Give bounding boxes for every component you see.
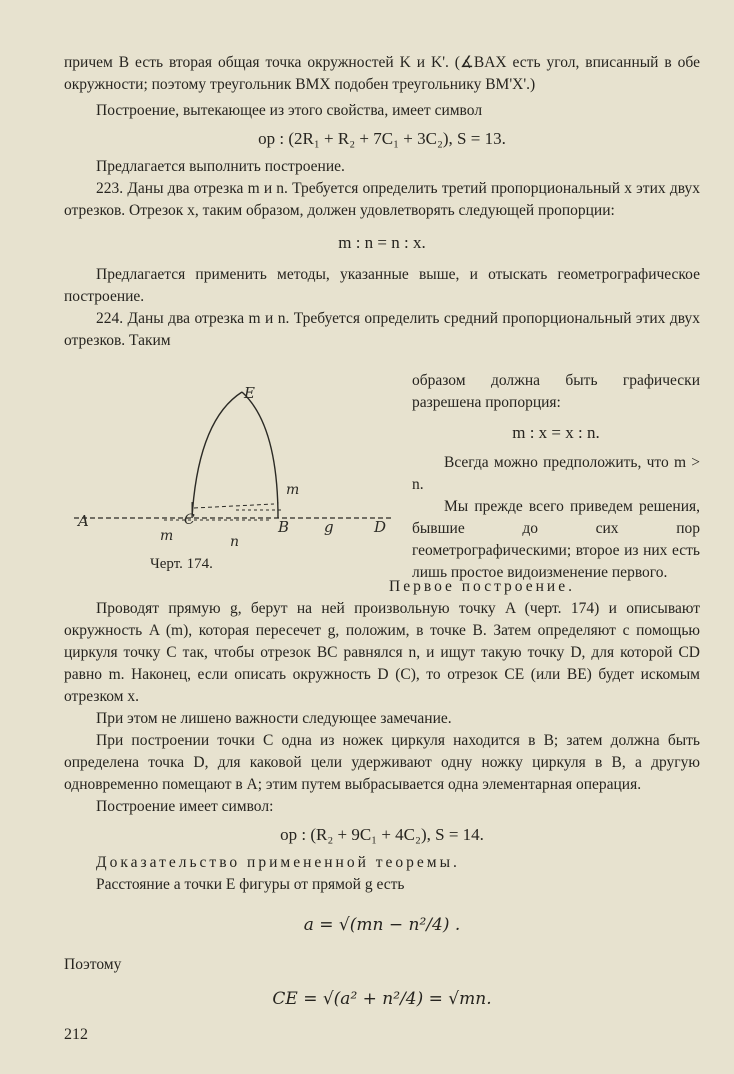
label-g: g <box>324 518 334 536</box>
figure-174 <box>64 380 400 570</box>
paragraph: Проводят прямую g, берут на ней произвольную точку A (черт. 174) и описывают окружность A (m), которая пересечет g, положим, в точке B. Затем определяют с помощью циркуля точку C так, чтобы отрезок BC равнялся n, и ищут такую точку D, для которой CD равно m. Наконец, если описать окружность D (C), то отрезок CE (или BE) будет искомым отрезком x. <box>64 600 700 705</box>
page-number: 212 <box>64 1026 88 1043</box>
arc-right <box>242 392 278 518</box>
paragraph: Построение, вытекающее из этого свойства, имеет символ <box>96 102 483 119</box>
paragraph: Всегда можно предположить, что m > n. <box>412 454 700 493</box>
formula: op : (2R₁ + R₂ + 7C₁ + 3C₂), S = 13. <box>258 129 506 148</box>
paragraph: причем B есть вторая общая точка окружностей K и K'. (∡BAX есть угол, вписанный в обе окружности; поэтому треугольник BMX подобен треугольнику BM'X'.) <box>64 54 700 93</box>
text-block-right <box>412 370 700 584</box>
problem-224: 224. Даны два отрезка m и n. Требуется определить средний пропорциональный этих двух отрезков. Таким <box>64 310 700 349</box>
label-n: n <box>230 534 240 550</box>
label-D: D <box>374 518 387 536</box>
chord <box>194 504 274 508</box>
label-A: A <box>78 512 89 530</box>
paragraph: Поэтому <box>64 956 122 973</box>
paragraph: Мы прежде всего приведем решения, бывшие до сих пор геометрографическими; второе из них есть лишь простое видоизменение первого. <box>412 498 700 581</box>
label-B: B <box>278 518 290 536</box>
paragraph: Построение имеет символ: <box>96 798 274 815</box>
figure-caption: Черт. 174. <box>150 556 213 572</box>
label-C: C <box>184 512 195 528</box>
formula: m : n = n : x. <box>338 233 426 252</box>
paragraph: Предлагается выполнить построение. <box>96 158 345 175</box>
section-heading: Первое построение. <box>389 578 575 595</box>
formula: CE = √(a² + n²/4) = √mn. <box>272 989 492 1009</box>
text-block-top <box>64 52 700 352</box>
paragraph: образом должна быть графически разрешена пропорция: <box>412 372 700 411</box>
label-m-top: m <box>286 482 300 498</box>
label-E: E <box>244 384 255 402</box>
section-heading: Доказательство примененной теоремы. <box>96 854 460 871</box>
formula: op : (R₂ + 9C₁ + 4C₂), S = 14. <box>280 825 484 844</box>
paragraph: При этом не лишено важности следующее замечание. <box>96 710 452 727</box>
text-block-bottom <box>64 576 700 1022</box>
arc-left <box>192 392 242 518</box>
paragraph: При построении точки C одна из ножек циркуля находится в B; затем должна быть определена точка D, для каковой цели удерживают одну ножку циркуля в B, а другую одновременно помещают в A; этим путем выбрасывается одна элементарная операция. <box>64 732 700 793</box>
paragraph: Предлагается применить методы, указанные выше, и отыскать геометрографическое построение. <box>64 266 700 305</box>
formula: m : x = x : n. <box>512 423 600 442</box>
formula: a = √(mn − n²/4) . <box>303 915 461 935</box>
label-m-bottom: m <box>160 528 174 544</box>
paragraph: Расстояние a точки E фигуры от прямой g есть <box>96 876 405 893</box>
problem-223: 223. Даны два отрезка m и n. Требуется определить третий пропорциональный x этих двух отрезков. Отрезок x, таким образом, должен удовлетворять следующей пропорции: <box>64 180 700 219</box>
